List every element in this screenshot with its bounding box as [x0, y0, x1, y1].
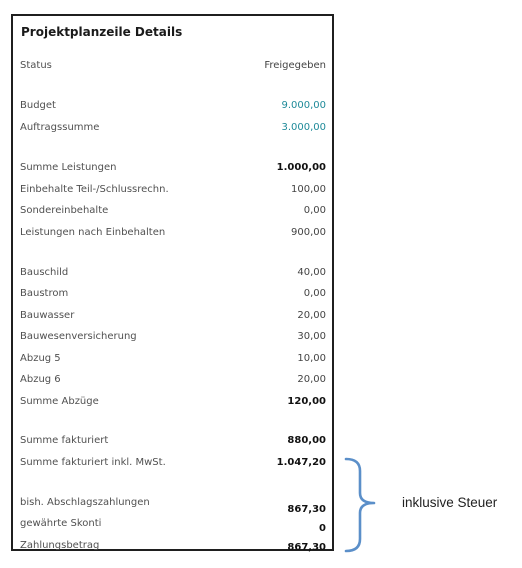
- row-auftragssumme: [13, 119, 332, 137]
- value-bauwesenversicherung: 30,00: [297, 331, 326, 342]
- row-budget: [13, 97, 332, 115]
- row-sondereinbehalte: [13, 202, 332, 220]
- row-status: [13, 57, 332, 75]
- label-bauwasser: Bauwasser: [20, 310, 75, 321]
- value-einbehalte: 100,00: [291, 184, 326, 195]
- row-summe-fakturiert: [13, 432, 332, 450]
- label-abzug-5: Abzug 5: [20, 353, 61, 364]
- row-bauwesenversicherung: [13, 328, 332, 346]
- row-skonti: [13, 515, 332, 533]
- label-einbehalte: Einbehalte Teil-/Schlussrechn.: [20, 184, 169, 195]
- value-budget-link[interactable]: 9.000,00: [281, 100, 326, 111]
- label-sondereinbehalte: Sondereinbehalte: [20, 205, 109, 216]
- row-abzug-6: [13, 371, 332, 389]
- label-bauwesenversicherung: Bauwesenversicherung: [20, 331, 137, 342]
- row-bauschild: [13, 264, 332, 282]
- label-summe-abzuege: Summe Abzüge: [20, 396, 99, 407]
- value-abzug-6: 20,00: [297, 374, 326, 385]
- row-leistungen-nach-einbehalten: [13, 224, 332, 242]
- value-sondereinbehalte: 0,00: [303, 205, 326, 216]
- row-abschlagszahlungen: [13, 494, 332, 515]
- value-baustrom: 0,00: [303, 288, 326, 299]
- value-leistungen-nach-einbehalten: 900,00: [291, 227, 326, 238]
- row-baustrom: [13, 285, 332, 303]
- label-summe-leistungen: Summe Leistungen: [20, 162, 117, 173]
- value-abzug-5: 10,00: [297, 353, 326, 364]
- panel-title: Projektplanzeile Details: [21, 25, 183, 39]
- row-summe-leistungen: [13, 159, 332, 177]
- label-skonti: gewährte Skonti: [20, 518, 102, 529]
- value-summe-leistungen: 1.000,00: [276, 162, 326, 173]
- label-abschlagszahlungen: bish. Abschlagszahlungen: [20, 497, 150, 508]
- value-summe-fakturiert: 880,00: [287, 435, 326, 446]
- label-status: Status: [20, 60, 52, 71]
- label-baustrom: Baustrom: [20, 288, 69, 299]
- label-zahlungsbetrag: Zahlungsbetrag: [20, 540, 100, 551]
- details-panel: [11, 14, 334, 551]
- label-summe-fakturiert-mwst: Summe fakturiert inkl. MwSt.: [20, 457, 166, 468]
- value-status: Freigegeben: [264, 60, 326, 71]
- value-skonti: 0: [319, 523, 326, 534]
- value-auftragssumme-link[interactable]: 3.000,00: [281, 122, 326, 133]
- value-summe-fakturiert-mwst: 1.047,20: [276, 457, 326, 468]
- row-zahlungsbetrag: [13, 537, 332, 555]
- value-bauwasser: 20,00: [297, 310, 326, 321]
- label-budget: Budget: [20, 100, 56, 111]
- row-einbehalte: [13, 181, 332, 199]
- label-summe-fakturiert: Summe fakturiert: [20, 435, 109, 446]
- label-bauschild: Bauschild: [20, 267, 69, 278]
- value-bauschild: 40,00: [297, 267, 326, 278]
- row-summe-fakturiert-mwst: [13, 454, 332, 472]
- row-abzug-5: [13, 350, 332, 368]
- curly-bracket-icon: [338, 455, 388, 555]
- label-abzug-6: Abzug 6: [20, 374, 61, 385]
- label-leistungen-nach-einbehalten: Leistungen nach Einbehalten: [20, 227, 166, 238]
- label-auftragssumme: Auftragssumme: [20, 122, 100, 133]
- value-abschlagszahlungen: 867,30: [287, 504, 326, 515]
- row-bauwasser: [13, 307, 332, 325]
- value-summe-abzuege: 120,00: [287, 396, 326, 407]
- value-zahlungsbetrag: 867,30: [287, 542, 326, 553]
- row-summe-abzuege: [13, 393, 332, 411]
- annotation-inklusive-steuer: inklusive Steuer: [402, 495, 498, 510]
